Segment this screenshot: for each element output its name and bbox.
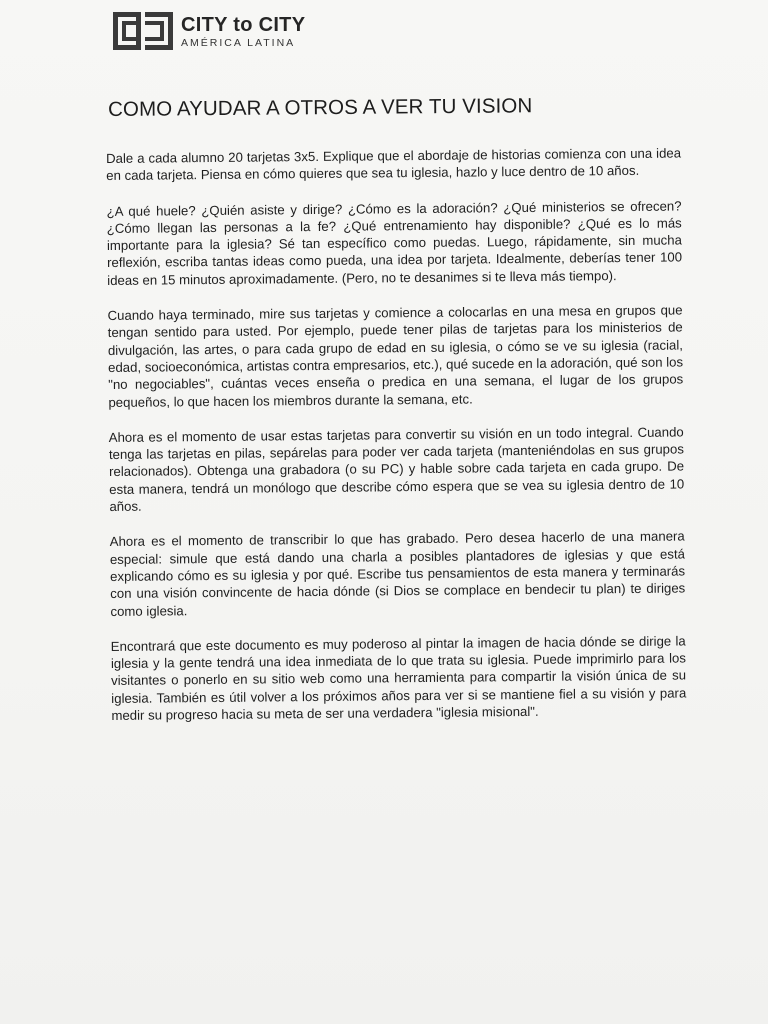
logo-subtitle: AMÉRICA LATINA — [181, 36, 296, 49]
paragraph-4: Ahora es el momento de usar estas tarjetas para convertir su visión en un todo integral. Cuando tenga las tarjetas en pilas, sepárelas para poder ver cada tarjeta (manteniéndolas en sus grupos relacionados). Obtenga una grabadora (o su PC) y hable sobre cada tarjeta en cada grupo. De esta manera, tendrá un monólogo que describe cómo espera que se vea su iglesia dentro de 10 años. — [108, 424, 685, 515]
paragraph-2: ¿A qué huele? ¿Quién asiste y dirige? ¿Cómo es la adoración? ¿Qué ministerios se ofrecen? ¿Cómo llegan las personas a la fe? ¿Qué entrenamiento hay disponible? ¿Qué es lo más importante para la iglesia? Sé tan específico como puedas. Luego, rápidamente, sin mucha reflexión, escriba tantas ideas como pueda, una idea por tarjeta. Idealmente, deberías tener 100 ideas en 15 minutos aproximadamente. (Pero, no te desanimes si te lleva más tiempo). — [106, 198, 683, 288]
logo-title: CITY to CITY — [181, 13, 306, 36]
document-body — [106, 144, 687, 742]
logo-text — [181, 14, 305, 49]
logo — [113, 12, 305, 50]
paragraph-5: Ahora es el momento de transcribir lo que has grabado. Pero desea hacerlo de una manera especial: simule que está dando una charla a posibles plantadores de iglesias y que está explicando cómo es su iglesia y por qué. Escribe tus pensamientos de esta manera y terminarás con una visión convincente de hacia dónde (si Dios se complace en bendecir tu plan) te diriges como iglesia. — [109, 528, 686, 619]
paragraph-1: Dale a cada alumno 20 tarjetas 3x5. Explique que el abordaje de historias comienza con una idea en cada tarjeta. Piensa en cómo quieres que sea tu iglesia, hazlo y luce dentro de 10 años. — [106, 145, 682, 184]
city-to-city-logo-icon — [113, 12, 175, 50]
paragraph-6: Encontrará que este documento es muy poderoso al pintar la imagen de hacia dónde se dirige la iglesia y la gente tendrá una idea inmediata de lo que trata su iglesia. Puede imprimirlo para los visitantes o ponerlo en su sitio web como una herramienta para compartir la visión única de su iglesia. También es útil volver a los próximos años para ver si se mantiene fiel a su visión y para medir su progreso hacia su meta de ser una verdadera "iglesia misional". — [110, 633, 687, 723]
paragraph-3: Cuando haya terminado, mire sus tarjetas y comience a colocarlas en una mesa en grupos que tengan sentido para usted. Por ejemplo, puede tener pilas de tarjetas para los ministerios de divulgación, las artes, o para cada grupo de edad en su iglesia, o cómo se ve su iglesia (racial, edad, socioeconómica, artistas contra empresarios, etc.), qué sucede en la adoración, qué son los "no negociables", cuántas veces enseña o predica en una semana, el lugar de los grupos pequeños, lo que hacen los miembros durante la semana, etc. — [107, 302, 684, 410]
document-title: COMO AYUDAR A OTROS A VER TU VISION — [108, 94, 533, 121]
